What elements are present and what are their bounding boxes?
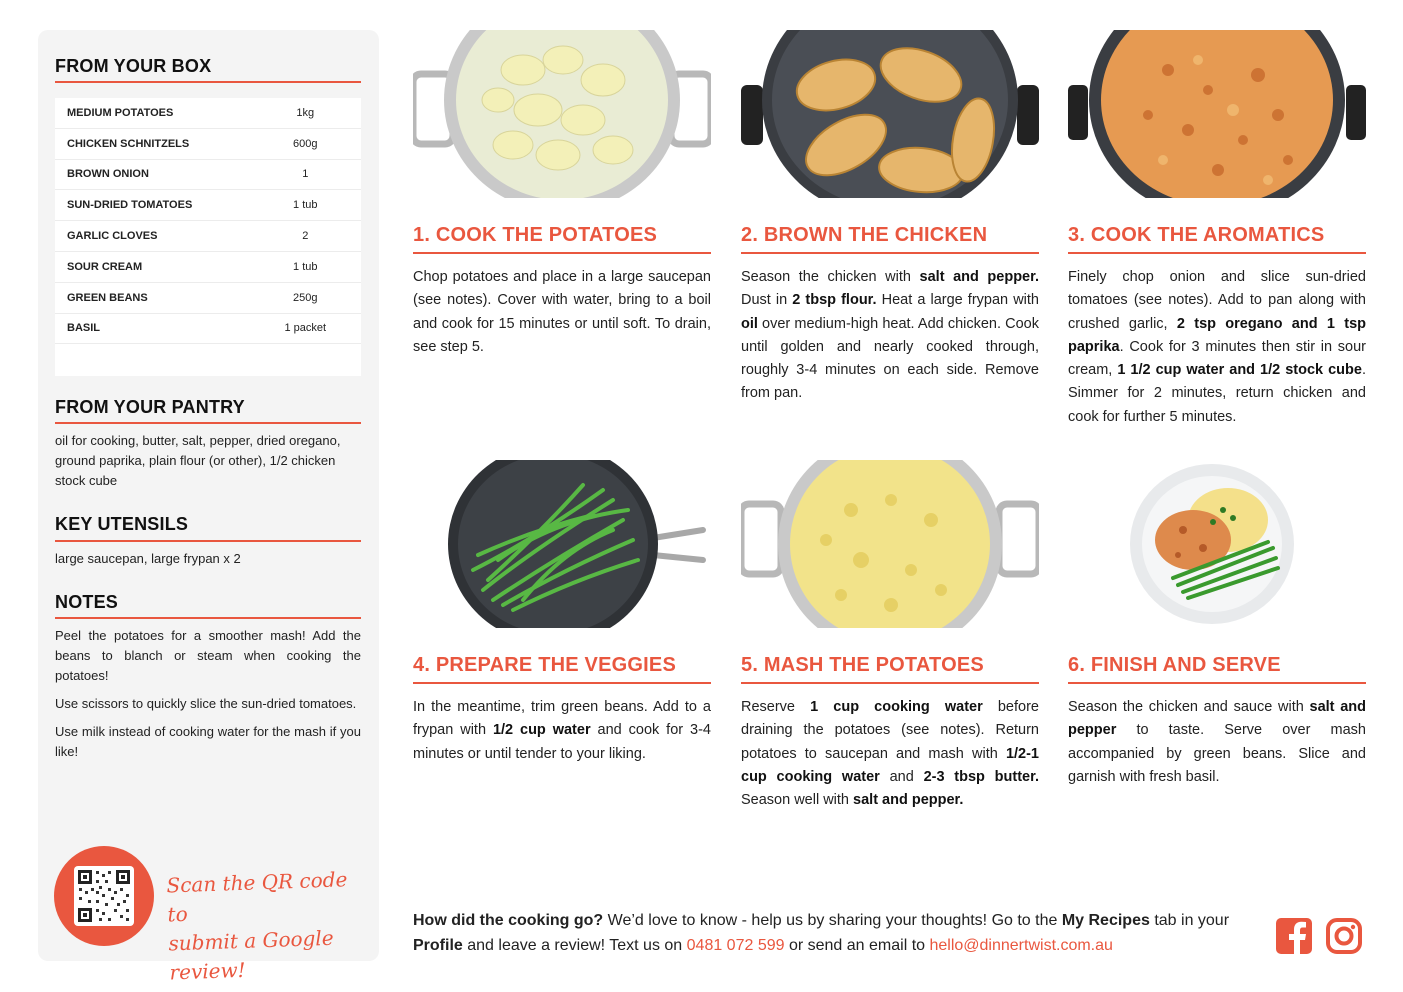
body-text: Reserve — [741, 699, 811, 715]
body-text: Chop potatoes and place in a large saucepan (see notes). Cover with water, bring to a boil and cook for 15 minutes or until soft. To drain, see step 5. — [413, 269, 711, 355]
step-3-rule — [1068, 252, 1366, 254]
ingredient-row — [55, 190, 361, 221]
emphasis-text: How did the cooking go? — [413, 912, 604, 929]
body-text: . Cook for 3 minutes then stir in sour cream, — [1068, 338, 1366, 379]
ingredient-name: SUN-DRIED TOMATOES — [67, 199, 193, 212]
step-5-title: 5. MASH THE POTATOES — [741, 654, 984, 676]
ingredient-row — [55, 314, 361, 345]
emphasis-text: salt and pepper — [1068, 699, 1367, 739]
note-item: Use milk instead of cooking water for the mash if you like! — [55, 724, 361, 759]
step-2-body — [741, 266, 1039, 406]
ingredient-name: BROWN ONION — [67, 168, 149, 181]
pantry-rule — [55, 422, 361, 424]
step-5-body — [741, 696, 1039, 812]
emphasis-text: 2 tbsp flour. — [792, 292, 877, 309]
mashed-potatoes-in-saucepan-photo — [741, 460, 1039, 628]
ingredients-table — [55, 98, 361, 376]
potatoes-in-saucepan-photo — [413, 30, 711, 198]
body-text: . Simmer for 2 minutes, return chicken and cook for further 5 minutes. — [1068, 362, 1366, 425]
body-text: We’d love to know - help us by sharing your thoughts! Go to the — [603, 912, 1062, 929]
emphasis-text: 2 tsp oregano and 1 tsp paprika — [1068, 315, 1366, 355]
ingredient-row — [55, 160, 361, 191]
ingredient-qty: 250g — [293, 291, 318, 304]
contact-link[interactable]: 0481 072 599 — [686, 937, 785, 954]
body-text: Season the chicken with — [741, 269, 920, 285]
step-5 — [741, 460, 1039, 812]
ingredient-row — [55, 221, 361, 252]
facebook-link[interactable] — [1276, 918, 1312, 954]
body-text: to taste. Serve over mash accompanied by green beans. Slice and garnish with fresh basil. — [1068, 722, 1366, 785]
step-5-rule — [741, 682, 1039, 684]
body-text: Dust in — [741, 292, 793, 309]
ingredient-qty: 1 tub — [293, 199, 318, 212]
step-1-title: 1. COOK THE POTATOES — [413, 224, 658, 246]
review-message — [413, 908, 1263, 958]
step-3-title: 3. COOK THE AROMATICS — [1068, 224, 1325, 246]
ingredient-row — [55, 98, 361, 129]
instagram-icon — [1326, 918, 1362, 954]
emphasis-text: Profile — [413, 937, 463, 954]
from-box-title: FROM YOUR BOX — [55, 56, 212, 76]
ingredient-qty: 600g — [293, 137, 318, 150]
body-text: and — [879, 768, 924, 785]
emphasis-text: salt and pepper. — [919, 269, 1039, 285]
ingredient-qty: 1 packet — [284, 322, 327, 335]
plated-dish-photo — [1068, 460, 1366, 628]
emphasis-text: 1/2-1 cup cooking water — [741, 745, 1039, 785]
emphasis-text: 1/2 cup water — [492, 722, 591, 739]
step-2-rule — [741, 252, 1039, 254]
step-4 — [413, 460, 711, 766]
ingredient-name: MEDIUM POTATOES — [67, 106, 174, 119]
emphasis-text: oil — [741, 315, 758, 332]
step-2 — [741, 30, 1039, 406]
chicken-in-frypan-photo — [741, 30, 1039, 198]
body-text: tab in your — [1149, 912, 1230, 929]
emphasis-text: My Recipes — [1061, 912, 1150, 929]
qr-caption-line2: submit a Google review! — [168, 925, 334, 985]
emphasis-text: 1 cup cooking water — [810, 699, 983, 715]
body-text: before draining the potatoes (see notes). Return potatoes to saucepan and mash with — [741, 699, 1039, 762]
ingredient-name: GREEN BEANS — [67, 291, 148, 304]
step-3 — [1068, 30, 1366, 429]
ingredient-row — [55, 283, 361, 314]
body-text: Finely chop onion and slice sun-dried tomatoes (see notes). Add to pan along with crushed garlic, — [1068, 269, 1366, 332]
utensils-rule — [55, 540, 361, 542]
notes-title: NOTES — [55, 592, 119, 612]
note-item: Peel the potatoes for a smoother mash! Add the beans to blanch or steam when cooking the potatoes! — [55, 628, 361, 683]
step-4-title: 4. PREPARE THE VEGGIES — [413, 654, 676, 676]
body-text: Heat a large frypan with — [876, 292, 1039, 309]
body-text: and leave a review! Text us on — [462, 937, 687, 954]
utensils-title: KEY UTENSILS — [55, 514, 189, 534]
notes-list — [55, 626, 361, 770]
body-text: or send an email to — [784, 937, 930, 954]
note-item: Use scissors to quickly slice the sun-dried tomatoes. — [55, 696, 357, 711]
step-6 — [1068, 460, 1366, 789]
body-text: and cook for 3-4 minutes or until tender to your liking. — [413, 722, 711, 762]
step-4-rule — [413, 682, 711, 684]
ingredient-name: BASIL — [67, 322, 100, 335]
ingredient-name: GARLIC CLOVES — [67, 230, 158, 243]
ingredient-qty: 1 — [302, 168, 309, 181]
qr-caption-line1: Scan the QR code to — [166, 867, 348, 927]
qr-code[interactable] — [74, 866, 134, 926]
ingredient-qty: 1 tub — [293, 260, 318, 273]
instagram-link[interactable] — [1326, 918, 1362, 954]
emphasis-text: salt and pepper. — [853, 792, 964, 809]
step-1 — [413, 30, 711, 359]
facebook-icon — [1276, 918, 1312, 954]
step-6-rule — [1068, 682, 1366, 684]
body-text: over medium-high heat. Add chicken. Cook until golden and nearly cooked through, roughly 3-4 minutes on each side. Remove from pan. — [741, 315, 1039, 402]
utensils-text: large saucepan, large frypan x 2 — [55, 551, 241, 566]
ingredient-row — [55, 252, 361, 283]
body-text: In the meantime, trim green beans. Add to a frypan with — [413, 699, 711, 739]
emphasis-text: 2-3 tbsp butter. — [923, 768, 1039, 785]
qr-caption — [166, 865, 370, 988]
pantry-title: FROM YOUR PANTRY — [55, 397, 245, 417]
ingredients-sidebar — [38, 30, 379, 985]
pantry-text: oil for cooking, butter, salt, pepper, dried oregano, ground paprika, plain flour (or other), 1/2 chicken stock cube — [55, 433, 341, 488]
ingredient-row — [55, 129, 361, 160]
step-6-title: 6. FINISH AND SERVE — [1068, 654, 1281, 676]
ingredient-qty: 1kg — [296, 106, 315, 119]
step-1-body — [413, 266, 711, 359]
ingredient-name: SOUR CREAM — [67, 260, 143, 273]
emphasis-text: 1 1/2 cup water and 1/2 stock cube — [1117, 362, 1362, 379]
step-3-body — [1068, 266, 1366, 429]
qr-code-badge[interactable] — [54, 846, 154, 946]
ingredient-qty: 2 — [302, 230, 309, 243]
qr-code-icon — [74, 866, 134, 926]
step-4-body — [413, 696, 711, 766]
ingredient-name: CHICKEN SCHNITZELS — [67, 137, 190, 150]
notes-rule — [55, 617, 361, 619]
contact-link[interactable]: hello@dinnertwist.com.au — [929, 937, 1113, 954]
step-1-rule — [413, 252, 711, 254]
step-2-title: 2. BROWN THE CHICKEN — [741, 224, 988, 246]
body-text: Season the chicken and sauce with — [1068, 699, 1310, 715]
from-box-rule — [55, 81, 361, 83]
body-text: Season well with — [741, 792, 854, 809]
step-6-body — [1068, 696, 1366, 789]
sauce-in-frypan-photo — [1068, 30, 1366, 198]
green-beans-in-frypan-photo — [413, 460, 711, 628]
